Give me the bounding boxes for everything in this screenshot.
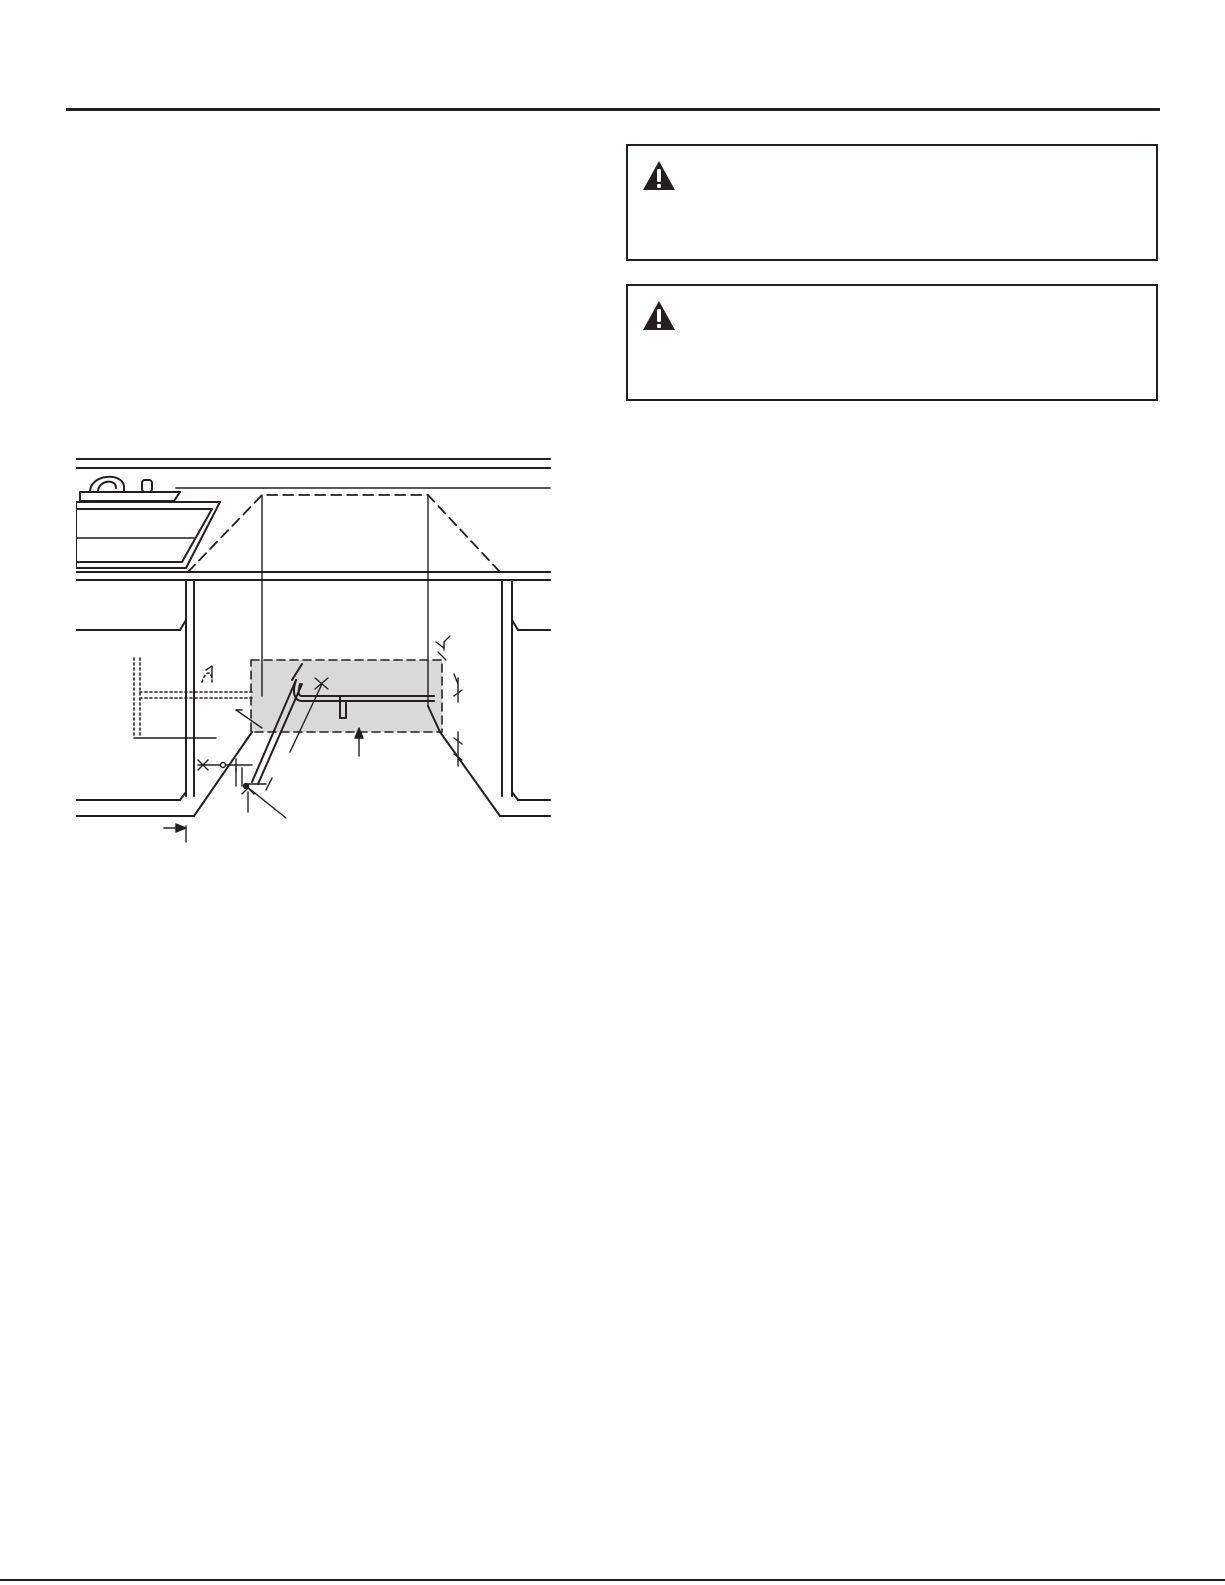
footer-rule <box>0 1579 1225 1581</box>
warning-triangle-icon <box>642 160 676 191</box>
warning-triangle-icon <box>642 300 676 331</box>
warning-box <box>626 284 1158 401</box>
sink-icon <box>76 502 220 568</box>
dishwasher-outline <box>188 495 500 572</box>
header-rule <box>66 108 1160 111</box>
faucet-icon <box>80 477 180 501</box>
warning-box <box>626 144 1158 261</box>
installation-diagram <box>76 456 560 846</box>
